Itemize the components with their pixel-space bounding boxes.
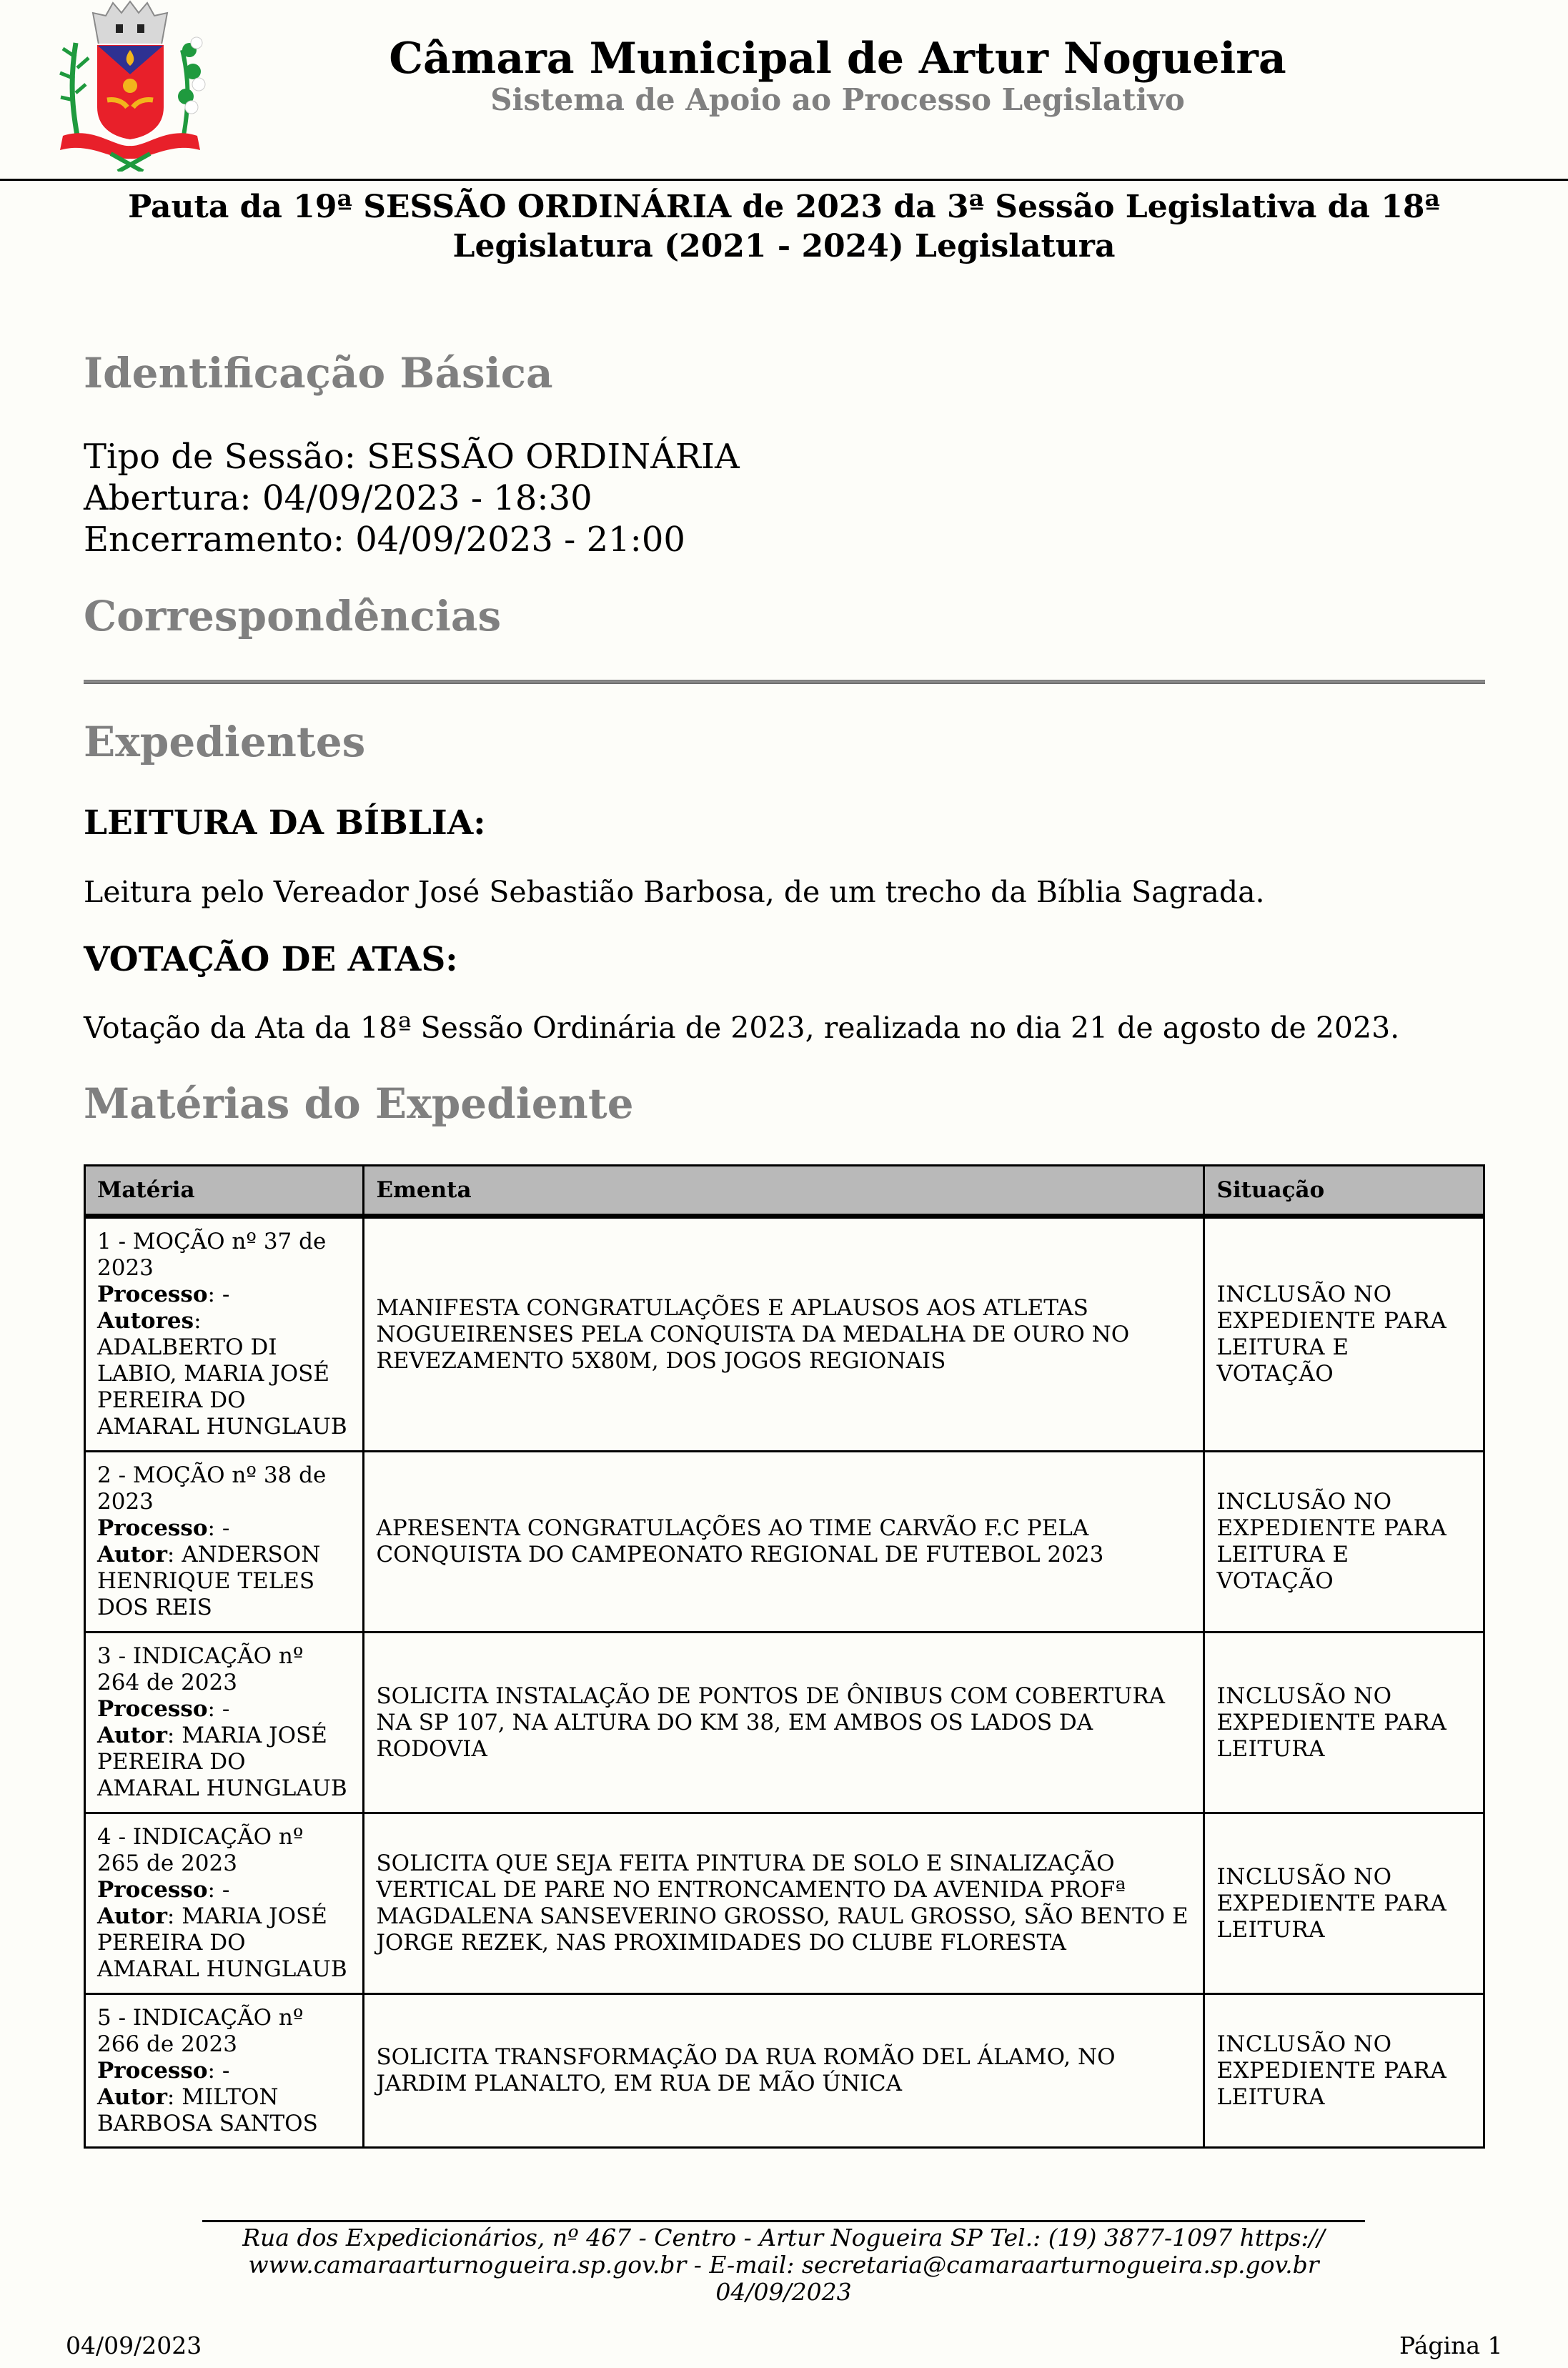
processo-label: Processo — [97, 1696, 208, 1722]
autor-label: Autor — [97, 1542, 167, 1567]
processo-line — [97, 1515, 351, 1542]
materia-cell — [85, 1452, 364, 1633]
footer-website-email: www.camaraarturnogueira.sp.gov.br - E-mail: secretaria@camaraarturnogueira.sp.gov.br — [248, 2251, 1319, 2279]
page-number: Página 1 — [1399, 2332, 1503, 2359]
autor-name: : ANDERSON — [167, 1542, 321, 1567]
table-row — [85, 1813, 1484, 1994]
section-divider — [84, 680, 1485, 684]
ementa-cell: APRESENTA CONGRATULAÇÕES AO TIME CARVÃO F.C PELA CONQUISTA DO CAMPEONATO REGIONAL DE FUTEBOL 2023 — [364, 1452, 1204, 1633]
expediente-title-votacao-atas: VOTAÇÃO DE ATAS: — [84, 940, 458, 979]
situacao-cell: INCLUSÃO NO EXPEDIENTE PARA LEITURA E VOTAÇÃO — [1204, 1217, 1484, 1452]
autor-name: : MARIA JOSÉ — [167, 1723, 327, 1748]
section-heading-identificacao: Identificação Básica — [84, 349, 553, 397]
expediente-text-leitura-biblia: Leitura pelo Vereador José Sebastião Barbosa, de um trecho da Bíblia Sagrada. — [84, 875, 1265, 909]
materia-identifier: 2 - MOÇÃO nº 38 de — [97, 1462, 327, 1488]
tipo-sessao: Tipo de Sessão: SESSÃO ORDINÁRIA — [84, 437, 740, 477]
autor-line — [97, 1723, 351, 1749]
autor-line — [97, 1903, 351, 1930]
materia-identifier: 2023 — [97, 1255, 154, 1281]
ementa-cell: SOLICITA INSTALAÇÃO DE PONTOS DE ÔNIBUS COM COBERTURA NA SP 107, NA ALTURA DO KM 38, EM AMBOS OS LADOS DA RODOVIA — [364, 1633, 1204, 1813]
document-title: Pauta da 19ª SESSÃO ORDINÁRIA de 2023 da 3ª Sessão Legislativa da 18ª Legislatura (2021 - 2024) Legislatura — [128, 189, 1440, 264]
situacao-cell: INCLUSÃO NO EXPEDIENTE PARA LEITURA — [1204, 1633, 1484, 1813]
ementa-cell: SOLICITA TRANSFORMAÇÃO DA RUA ROMÃO DEL ÁLAMO, NO JARDIM PLANALTO, EM RUA DE MÃO ÚNICA — [364, 1994, 1204, 2148]
autor-line — [97, 1308, 351, 1334]
institution-name: Câmara Municipal de Artur Nogueira — [389, 34, 1286, 84]
situacao-cell: INCLUSÃO NO EXPEDIENTE PARA LEITURA — [1204, 1813, 1484, 1994]
processo-line — [97, 1877, 351, 1903]
autor-label: Autor — [97, 1903, 167, 1929]
footer-date: 04/09/2023 — [715, 2278, 852, 2306]
footer-divider — [202, 2220, 1365, 2222]
autor-name: PEREIRA DO — [97, 1387, 246, 1413]
autor-name: : MARIA JOSÉ — [167, 1903, 327, 1929]
table-row — [85, 1452, 1484, 1633]
autor-name: : — [194, 1308, 202, 1334]
autor-name: LABIO, MARIA JOSÉ — [97, 1361, 329, 1387]
column-header-situacao: Situação — [1204, 1166, 1484, 1217]
table-header-row — [85, 1166, 1484, 1217]
footer-contact — [202, 2224, 1365, 2306]
processo-value: : - — [207, 2057, 230, 2084]
materia-cell — [85, 1994, 364, 2148]
autor-line — [97, 1542, 351, 1568]
processo-label: Processo — [97, 1515, 208, 1541]
autor-name: : MILTON — [167, 2084, 279, 2110]
autor-name: AMARAL HUNGLAUB — [97, 1414, 347, 1440]
autor-name: PEREIRA DO — [97, 1749, 246, 1775]
section-heading-expedientes: Expedientes — [84, 718, 366, 766]
materia-identifier: 5 - INDICAÇÃO nº — [97, 2004, 304, 2031]
materia-identifier: 4 - INDICAÇÃO nº — [97, 1824, 304, 1850]
encerramento: Encerramento: 04/09/2023 - 21:00 — [84, 520, 685, 560]
materia-identifier: 264 de 2023 — [97, 1670, 237, 1695]
situacao-cell: INCLUSÃO NO EXPEDIENTE PARA LEITURA — [1204, 1994, 1484, 2148]
processo-value: : - — [207, 1282, 230, 1307]
ementa-cell: MANIFESTA CONGRATULAÇÕES E APLAUSOS AOS ATLETAS NOGUEIRENSES PELA CONQUISTA DA MEDALHA DE OURO NO REVEZAMENTO 5X80M, DOS JOGOS REGIONAIS — [364, 1217, 1204, 1452]
processo-line — [97, 1696, 351, 1723]
materias-table — [84, 1164, 1485, 2149]
processo-label: Processo — [97, 1877, 208, 1903]
autor-name: AMARAL HUNGLAUB — [97, 1956, 347, 1982]
abertura: Abertura: 04/09/2023 - 18:30 — [84, 478, 592, 518]
processo-line — [97, 1282, 351, 1308]
print-date: 04/09/2023 — [66, 2332, 202, 2359]
materia-cell — [85, 1813, 364, 1994]
materia-cell — [85, 1633, 364, 1813]
header-divider — [0, 179, 1568, 181]
situacao-cell: INCLUSÃO NO EXPEDIENTE PARA LEITURA E VOTAÇÃO — [1204, 1452, 1484, 1633]
expediente-title-leitura-biblia: LEITURA DA BÍBLIA: — [84, 803, 486, 843]
materia-cell — [85, 1217, 364, 1452]
materia-identifier: 266 de 2023 — [97, 2031, 237, 2057]
footer-address: Rua dos Expedicionários, nº 467 - Centro - Artur Nogueira SP Tel.: (19) 3877-1097 https:// — [242, 2224, 1325, 2251]
column-header-ementa: Ementa — [364, 1166, 1204, 1217]
processo-value: : - — [207, 1515, 230, 1541]
materia-identifier: 2023 — [97, 1489, 154, 1515]
table-row — [85, 1633, 1484, 1813]
processo-value: : - — [207, 1696, 230, 1722]
autor-name: BARBOSA SANTOS — [97, 2110, 318, 2136]
processo-line — [97, 2058, 351, 2084]
ementa-cell: SOLICITA QUE SEJA FEITA PINTURA DE SOLO E SINALIZAÇÃO VERTICAL DE PARE NO ENTRONCAMENTO DA AVENIDA PROFª MAGDALENA SANSEVERINO GROSSO, RAUL GROSSO, SÃO BENTO E JORGE REZEK, NAS PROXIMIDADES DO CLUBE FLORESTA — [364, 1813, 1204, 1994]
table-row — [85, 1217, 1484, 1452]
section-heading-materias: Matérias do Expediente — [84, 1079, 634, 1128]
system-name: Sistema de Apoio ao Processo Legislativo — [490, 82, 1185, 117]
section-heading-correspondencias: Correspondências — [84, 592, 502, 640]
autor-label: Autor — [97, 1723, 167, 1748]
autor-line — [97, 2084, 351, 2111]
materia-identifier: 265 de 2023 — [97, 1851, 237, 1876]
autor-name: ADALBERTO DI — [97, 1334, 277, 1360]
processo-label: Processo — [97, 1282, 208, 1307]
materia-identifier: 1 - MOÇÃO nº 37 de — [97, 1229, 327, 1254]
processo-label: Processo — [97, 2057, 208, 2084]
autor-name: HENRIQUE TELES — [97, 1568, 315, 1594]
autor-name: PEREIRA DO — [97, 1930, 246, 1956]
column-header-materia: Matéria — [85, 1166, 364, 1217]
processo-value: : - — [207, 1877, 230, 1903]
materia-identifier: 3 - INDICAÇÃO nº — [97, 1643, 304, 1669]
expediente-text-votacao-atas: Votação da Ata da 18ª Sessão Ordinária de 2023, realizada no dia 21 de agosto de 2023. — [84, 1011, 1400, 1045]
table-row — [85, 1994, 1484, 2148]
autor-name: AMARAL HUNGLAUB — [97, 1775, 347, 1801]
autor-name: DOS REIS — [97, 1595, 212, 1620]
autor-label: Autor — [97, 2084, 167, 2110]
autor-label: Autores — [97, 1308, 194, 1334]
